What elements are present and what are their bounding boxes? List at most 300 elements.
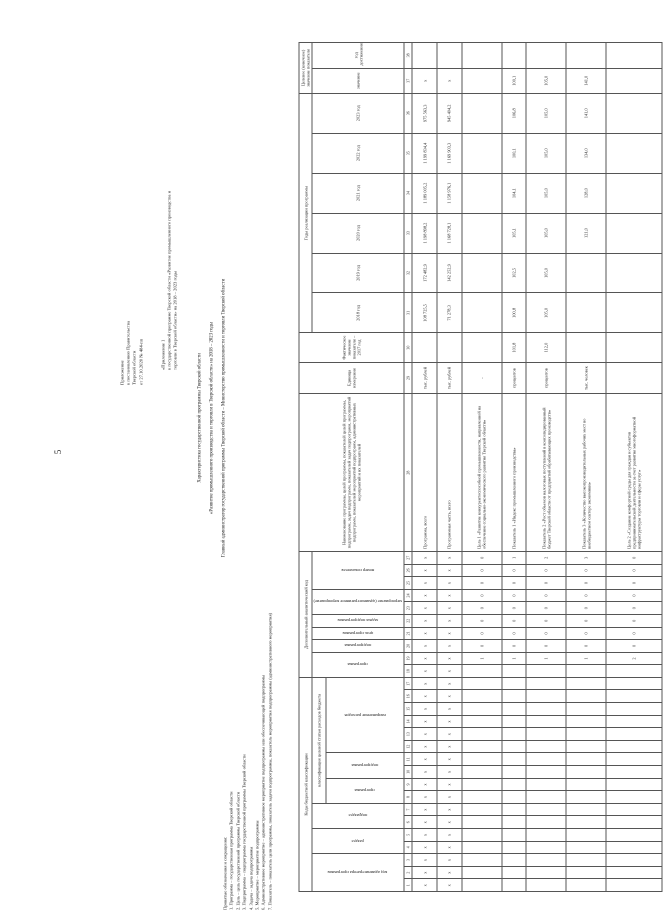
column-index: 27	[404, 551, 412, 564]
code-cell: x	[437, 677, 462, 690]
column-index: 36	[404, 93, 412, 133]
code-cell: x	[437, 602, 462, 615]
code-cell	[526, 753, 566, 766]
row-y2018	[566, 293, 606, 333]
code-cell	[502, 740, 527, 753]
row-y2019	[566, 253, 606, 293]
code-cell	[502, 791, 527, 804]
code-cell: x	[437, 564, 462, 577]
code-cell	[462, 677, 502, 690]
legend-block	[222, 610, 273, 910]
code-cell	[566, 866, 606, 879]
row-name: Программная часть, всего	[437, 394, 462, 552]
code-cell	[526, 879, 566, 892]
row-base	[606, 333, 662, 362]
header-y2022: 2022 год	[312, 133, 404, 173]
header-budget-direction	[326, 677, 405, 753]
code-cell: x	[412, 728, 437, 741]
code-cell: x	[412, 879, 437, 892]
row-target-year	[566, 43, 606, 69]
column-index: 24	[404, 589, 412, 602]
header-y2018: 2018 год	[312, 293, 404, 333]
header-activity-label: мероприятие (административное мероприятие)	[313, 599, 402, 605]
code-cell: x	[412, 614, 437, 627]
column-index: 29	[404, 362, 412, 394]
header-subprogram	[312, 640, 404, 653]
header-target-article: классификация целевой статьи расходов бюджета	[312, 677, 326, 803]
code-cell: 0	[462, 627, 502, 640]
row-y2021: 128,0	[566, 173, 606, 213]
code-cell: 0	[462, 602, 502, 615]
column-index: 20	[404, 640, 412, 653]
code-cell: 0	[462, 614, 502, 627]
row-y2020: 105,0	[526, 213, 566, 253]
code-cell	[526, 803, 566, 816]
code-cell: 0	[526, 564, 566, 577]
row-name: Цель 2 «Создание комфортной среды для граждан и субъектов предпринимательской деятельности за счет развития многоформатной инфраструктуры торговли и сферы услуг»	[606, 394, 662, 552]
code-cell	[606, 829, 662, 842]
header-budget-subprogram	[326, 753, 405, 778]
code-cell: 0	[606, 564, 662, 577]
column-index: 6	[404, 816, 412, 829]
row-y2020: 1 168 728,1	[437, 213, 462, 253]
row-y2022: 1 199 834,4	[412, 133, 437, 173]
column-index: 7	[404, 803, 412, 816]
row-y2023: 141,0	[566, 93, 606, 133]
legend-line: 6. Административное мероприятие – административное мероприятие подпрограммы или обеспечивающей подпрограммы	[260, 674, 266, 910]
row-y2021	[606, 173, 662, 213]
code-cell	[566, 816, 606, 829]
code-cell	[502, 728, 527, 741]
code-cell: 0	[606, 614, 662, 627]
column-index: 18	[404, 665, 412, 678]
code-cell	[462, 879, 502, 892]
header-program-code: Дополнительный аналитический код	[299, 551, 312, 677]
code-cell	[526, 766, 566, 779]
appendix-line: к государственной программе Тверской области «Развитие промышленного производства и	[166, 190, 172, 370]
code-cell	[462, 703, 502, 716]
column-index: 2	[404, 866, 412, 879]
legend-line: 2. Цель – цель государственной программы Тверской области	[235, 791, 241, 910]
row-target-value: x	[412, 68, 437, 93]
header-target: Целевое (конечное) значение показателя	[299, 43, 312, 94]
row-unit: тыс. рублей	[437, 362, 462, 394]
appendix-line: «Приложение 1	[160, 339, 166, 370]
code-cell	[566, 665, 606, 678]
code-cell: 0	[606, 640, 662, 653]
row-name: Показатель 3 «Количество высокопроизводительных рабочих мест во внебюджетном секторе экономики»	[566, 394, 606, 552]
code-cell	[502, 677, 527, 690]
code-cell	[502, 803, 527, 816]
code-cell	[606, 677, 662, 690]
row-name: Показатель 1 «Индекс промышленного производства»	[502, 394, 527, 552]
approval-line: от 27.10.2020 № 484-пп	[138, 338, 144, 385]
row-target-value	[462, 68, 502, 93]
code-cell	[502, 879, 527, 892]
code-cell: 0	[606, 577, 662, 590]
code-cell	[462, 753, 502, 766]
header-value: значение	[312, 68, 404, 93]
code-cell	[606, 841, 662, 854]
code-cell	[502, 766, 527, 779]
header-program-label: программа	[347, 662, 368, 668]
code-cell	[606, 866, 662, 879]
row-target-year	[526, 43, 566, 69]
code-cell: x	[412, 740, 437, 753]
table-row	[437, 43, 462, 892]
column-index: 17	[404, 677, 412, 690]
code-cell	[606, 854, 662, 867]
code-cell: x	[437, 551, 462, 564]
code-cell	[502, 841, 527, 854]
code-cell: 0	[502, 564, 527, 577]
code-cell: x	[412, 791, 437, 804]
code-cell	[462, 665, 502, 678]
code-cell: x	[437, 791, 462, 804]
row-target-year	[412, 43, 437, 69]
row-y2023	[462, 93, 502, 133]
table-row	[606, 43, 662, 892]
code-cell: x	[437, 879, 462, 892]
code-cell: 0	[566, 589, 606, 602]
code-cell: 0	[566, 602, 606, 615]
code-cell	[502, 753, 527, 766]
row-y2023: 975 563,3	[412, 93, 437, 133]
column-index: 30	[404, 333, 412, 362]
code-cell	[502, 866, 527, 879]
code-cell: 0	[462, 577, 502, 590]
code-cell: x	[412, 652, 437, 665]
code-cell: x	[412, 627, 437, 640]
characteristics-table	[299, 42, 663, 892]
code-cell: x	[412, 577, 437, 590]
code-cell	[526, 665, 566, 678]
code-cell: x	[412, 564, 437, 577]
row-base: 101,8	[502, 333, 527, 362]
header-indicator-label: номер показателя	[341, 567, 375, 573]
column-index: 12	[404, 740, 412, 753]
header-program	[312, 652, 404, 677]
code-cell: x	[437, 841, 462, 854]
row-target-value: 100,1	[502, 68, 527, 93]
code-cell	[566, 879, 606, 892]
code-cell	[462, 829, 502, 842]
code-cell: x	[437, 854, 462, 867]
column-index: 22	[404, 614, 412, 627]
header-subsection-label: подраздел	[348, 813, 368, 819]
code-cell: x	[412, 602, 437, 615]
code-cell: x	[412, 690, 437, 703]
header-subsection	[312, 803, 404, 828]
row-y2018	[606, 293, 662, 333]
code-cell	[606, 703, 662, 716]
code-cell: x	[437, 740, 462, 753]
legend-line: 7. Показатель – показатель цели программы, показатель задачи подпрограммы, показатель мероприятия подпрограммы (административного мероприятия)	[267, 612, 273, 910]
code-cell: x	[437, 577, 462, 590]
code-cell	[462, 803, 502, 816]
row-target-value: x	[437, 68, 462, 93]
appendix-reference	[161, 110, 180, 370]
program-table	[299, 42, 642, 892]
legend-line: 4. Задача – задача подпрограммы	[248, 846, 253, 910]
code-cell	[566, 740, 606, 753]
row-name: Показатель 2 «Рост объемов налоговых поступлений в консолидированный бюджет Тверской области от предприятий обрабатывающих производств»	[526, 394, 566, 552]
column-index: 19	[404, 652, 412, 665]
column-index: 35	[404, 133, 412, 173]
code-cell: 0	[462, 589, 502, 602]
row-unit: процентов	[502, 362, 527, 394]
code-cell	[462, 778, 502, 791]
table-row	[526, 43, 566, 892]
row-y2019: 102,5	[502, 253, 527, 293]
code-cell	[606, 766, 662, 779]
code-cell: 0	[462, 640, 502, 653]
row-y2020	[462, 213, 502, 253]
code-cell	[502, 715, 527, 728]
row-unit: тыс. рублей	[412, 362, 437, 394]
header-y2021: 2021 год	[312, 173, 404, 213]
column-index: 1	[404, 879, 412, 892]
code-cell: 0	[502, 614, 527, 627]
code-cell: x	[437, 715, 462, 728]
code-cell: 0	[566, 577, 606, 590]
row-unit: процентов	[526, 362, 566, 394]
code-cell	[526, 677, 566, 690]
row-base	[462, 333, 502, 362]
header-budget-program	[326, 778, 405, 803]
appendix-line: торговли в Тверской области» на 2018 – 2023 годы	[173, 271, 179, 370]
code-cell	[566, 778, 606, 791]
column-index: 5	[404, 829, 412, 842]
code-cell	[606, 715, 662, 728]
code-cell: 0	[526, 577, 566, 590]
code-cell: x	[412, 715, 437, 728]
code-cell	[566, 766, 606, 779]
code-cell: 0	[502, 577, 527, 590]
header-unit: Единица измерения	[299, 362, 404, 394]
code-cell: x	[437, 866, 462, 879]
row-y2019: 105,0	[526, 253, 566, 293]
code-cell: x	[412, 766, 437, 779]
code-cell: x	[437, 627, 462, 640]
column-index: 25	[404, 577, 412, 590]
column-index: 33	[404, 213, 412, 253]
row-y2021: 104,1	[502, 173, 527, 213]
code-cell	[526, 690, 566, 703]
code-cell: 0	[566, 564, 606, 577]
row-y2021	[462, 173, 502, 213]
code-cell: 0	[566, 627, 606, 640]
code-cell: 0	[462, 551, 502, 564]
code-cell	[462, 728, 502, 741]
header-name: Наименование программы, целей программы, показателей целей программы, подпрограмм, задач подпрограмм, показателей задач подпрограмм, мероприятий подпрограмм, показателей мероприятий подпрограмм, административных мероприятий и их показателей	[299, 394, 404, 552]
code-cell: x	[437, 614, 462, 627]
code-cell	[462, 854, 502, 867]
header-goal-label: цель программы	[342, 630, 374, 636]
row-base	[566, 333, 606, 362]
code-cell: x	[437, 829, 462, 842]
code-cell: 1	[526, 652, 566, 665]
row-y2018: 108 725,5	[412, 293, 437, 333]
row-unit: тыс. человек	[566, 362, 606, 394]
code-cell	[566, 854, 606, 867]
header-indicator	[312, 551, 404, 589]
code-cell: x	[437, 690, 462, 703]
code-cell: x	[437, 753, 462, 766]
column-index: 11	[404, 753, 412, 766]
code-cell	[462, 841, 502, 854]
code-cell: x	[412, 703, 437, 716]
column-index: 3	[404, 854, 412, 867]
row-y2023: 105,0	[526, 93, 566, 133]
code-cell: 0	[502, 589, 527, 602]
code-cell	[502, 816, 527, 829]
code-cell: 1	[462, 652, 502, 665]
row-target-value: 141,0	[566, 68, 606, 93]
row-y2020: 1 198 898,2	[412, 213, 437, 253]
header-task-label: задача подпрограммы	[337, 618, 379, 624]
header-y2023: 2023 год	[312, 93, 404, 133]
code-cell	[606, 753, 662, 766]
code-cell	[566, 690, 606, 703]
legend-line: 1. Программа – государственная программа Тверской области	[228, 791, 234, 910]
code-cell: x	[412, 640, 437, 653]
code-cell	[566, 715, 606, 728]
legend-line: Принятые обозначения и сокращения:	[222, 836, 228, 910]
code-cell: 2	[526, 551, 566, 564]
code-cell: 0	[462, 564, 502, 577]
code-cell: x	[412, 803, 437, 816]
header-subprogram-label: подпрограмма	[344, 643, 372, 649]
row-y2022: 100,1	[502, 133, 527, 173]
code-cell: 0	[566, 614, 606, 627]
code-cell	[606, 728, 662, 741]
header-budget-subprogram-label: подпрограмма	[351, 763, 379, 769]
header-section-label: раздел	[351, 838, 364, 844]
row-base	[437, 333, 462, 362]
code-cell	[526, 841, 566, 854]
row-target-value	[606, 68, 662, 93]
code-cell: x	[412, 841, 437, 854]
header-task	[312, 614, 404, 627]
code-cell	[526, 866, 566, 879]
row-target-year	[437, 43, 462, 69]
code-cell	[502, 778, 527, 791]
code-cell: x	[437, 665, 462, 678]
code-cell: 1	[502, 551, 527, 564]
code-cell	[566, 841, 606, 854]
row-y2022	[606, 133, 662, 173]
code-cell	[526, 791, 566, 804]
code-cell: x	[412, 866, 437, 879]
header-budget-program-label: программа	[354, 788, 375, 794]
row-y2021: 105,0	[526, 173, 566, 213]
code-cell: x	[437, 766, 462, 779]
code-cell	[526, 778, 566, 791]
row-y2022	[462, 133, 502, 173]
code-cell	[502, 665, 527, 678]
row-name: Цель 1 «Развитие конкурентоспособной промышленности, направленной на обеспечение социально-экономического развития Тверской области»	[462, 394, 502, 552]
code-cell: x	[412, 677, 437, 690]
code-cell: 0	[606, 589, 662, 602]
row-y2023: 945 404,2	[437, 93, 462, 133]
code-cell: x	[437, 728, 462, 741]
header-y2020: 2020 год	[312, 213, 404, 253]
header-y2019: 2019 год	[312, 253, 404, 293]
table-row	[502, 43, 527, 892]
code-cell	[566, 677, 606, 690]
row-name: Программа, всего	[412, 394, 437, 552]
header-section	[312, 829, 404, 854]
code-cell: 0	[606, 627, 662, 640]
approval-line: Приложение	[119, 360, 125, 385]
code-cell: 0	[526, 589, 566, 602]
legend-line: 5. Мероприятие – мероприятие подпрограммы	[254, 820, 260, 910]
code-cell	[462, 715, 502, 728]
header-admin-code	[312, 854, 404, 892]
code-cell	[526, 715, 566, 728]
table-row	[412, 43, 437, 892]
row-y2019: 172 482,9	[412, 253, 437, 293]
code-cell: x	[437, 778, 462, 791]
code-cell	[462, 740, 502, 753]
code-cell: x	[437, 803, 462, 816]
column-index: 10	[404, 766, 412, 779]
code-cell	[606, 690, 662, 703]
column-index: 8	[404, 791, 412, 804]
row-y2018: 105,0	[526, 293, 566, 333]
code-cell: x	[412, 854, 437, 867]
code-cell: 0	[606, 551, 662, 564]
code-cell	[606, 816, 662, 829]
code-cell	[566, 753, 606, 766]
column-index: 32	[404, 253, 412, 293]
code-cell: 1	[502, 652, 527, 665]
code-cell: x	[437, 652, 462, 665]
code-cell	[566, 728, 606, 741]
code-cell: 3	[566, 551, 606, 564]
code-cell	[606, 665, 662, 678]
row-y2021: 1 158 976,1	[437, 173, 462, 213]
code-cell	[502, 703, 527, 716]
header-year: год достижения	[312, 43, 404, 69]
row-y2022: 1 169 903,3	[437, 133, 462, 173]
code-cell	[526, 854, 566, 867]
column-index: 28	[404, 394, 412, 552]
code-cell	[606, 778, 662, 791]
code-cell	[462, 866, 502, 879]
code-cell: x	[412, 551, 437, 564]
header-budget-codes: Коды бюджетной классификации	[299, 677, 312, 891]
approval-line: Тверской области	[132, 350, 137, 385]
code-cell	[606, 740, 662, 753]
document-title: Характеристика государственной программы Тверской области	[197, 353, 203, 483]
code-cell	[606, 791, 662, 804]
code-cell: x	[412, 665, 437, 678]
row-unit: -	[462, 362, 502, 394]
table-row	[566, 43, 606, 892]
row-y2019	[462, 253, 502, 293]
header-budget-direction-label: направление расходов	[344, 712, 386, 718]
code-cell: x	[437, 640, 462, 653]
code-cell	[566, 829, 606, 842]
column-index: 26	[404, 564, 412, 577]
code-cell	[526, 728, 566, 741]
column-index: 4	[404, 841, 412, 854]
code-cell	[566, 791, 606, 804]
code-cell	[526, 740, 566, 753]
page-number: 5	[53, 449, 63, 455]
